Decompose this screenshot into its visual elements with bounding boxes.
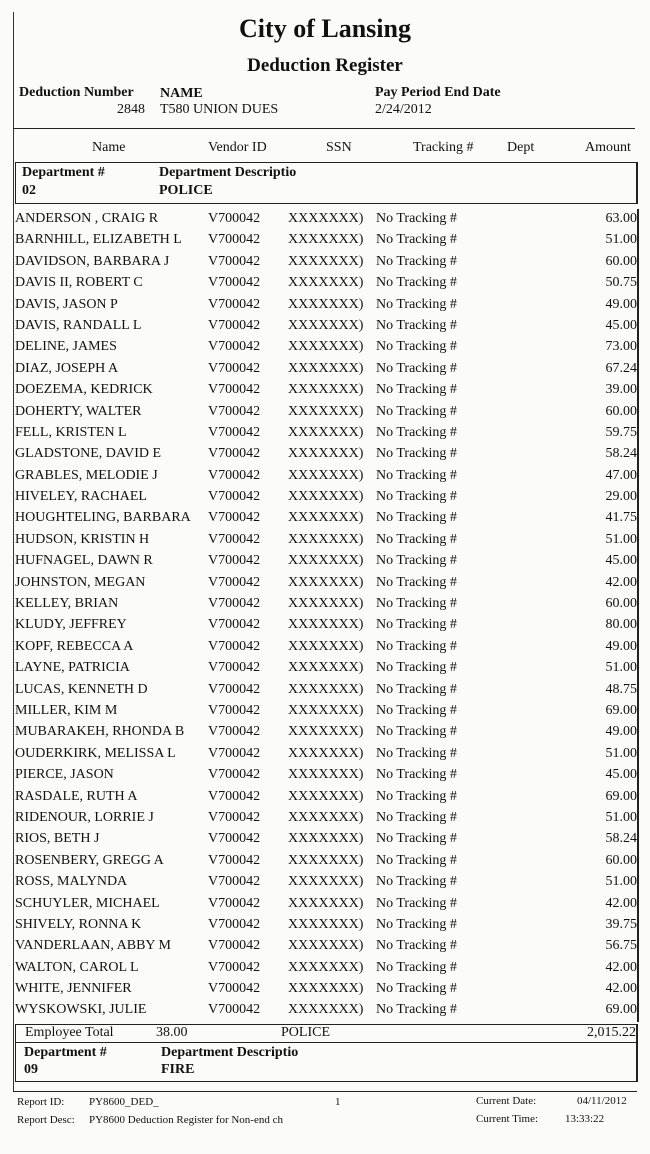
tracking-number: No Tracking # bbox=[376, 767, 457, 783]
employee-name: DAVIS, RANDALL L bbox=[15, 317, 142, 333]
ssn: XXXXXXX) bbox=[288, 638, 364, 654]
ssn: XXXXXXX) bbox=[288, 574, 364, 590]
table-row bbox=[15, 316, 637, 337]
table-row bbox=[15, 722, 637, 743]
ssn: XXXXXXX) bbox=[288, 617, 364, 633]
employee-name: GRABLES, MELODIE J bbox=[15, 467, 158, 483]
table-row bbox=[15, 744, 637, 765]
vendor-id: V700042 bbox=[208, 724, 261, 740]
employee-name: MUBARAKEH, RHONDA B bbox=[15, 724, 185, 740]
tracking-number: No Tracking # bbox=[376, 339, 457, 355]
employee-name: DIAZ, JOSEPH A bbox=[15, 360, 119, 376]
ssn: XXXXXXX) bbox=[288, 809, 364, 825]
amount: 51.00 bbox=[605, 232, 637, 248]
amount: 48.75 bbox=[605, 681, 637, 697]
ssn: XXXXXXX) bbox=[288, 831, 364, 847]
vendor-id: V700042 bbox=[208, 574, 261, 590]
amount: 51.00 bbox=[605, 745, 637, 761]
table-row bbox=[15, 701, 637, 722]
table-row bbox=[15, 487, 637, 508]
vendor-id: V700042 bbox=[208, 275, 261, 291]
ssn: XXXXXXX) bbox=[288, 681, 364, 697]
table-row bbox=[15, 209, 637, 230]
table-row bbox=[15, 252, 637, 273]
vendor-id: V700042 bbox=[208, 531, 261, 547]
ssn: XXXXXXX) bbox=[288, 745, 364, 761]
table-row bbox=[15, 423, 637, 444]
tracking-number: No Tracking # bbox=[376, 403, 457, 419]
amount: 60.00 bbox=[605, 403, 637, 419]
amount: 39.75 bbox=[605, 916, 637, 932]
amount: 47.00 bbox=[605, 467, 637, 483]
ssn: XXXXXXX) bbox=[288, 660, 364, 676]
tracking-number: No Tracking # bbox=[376, 916, 457, 932]
employee-name: VANDERLAAN, ABBY M bbox=[15, 938, 171, 954]
tracking-number: No Tracking # bbox=[376, 253, 457, 269]
current-date-label: Current Date: bbox=[476, 1095, 537, 1107]
col-header-name: Name bbox=[92, 140, 126, 155]
employee-name: DAVIDSON, BARBARA J bbox=[15, 253, 170, 269]
tracking-number: No Tracking # bbox=[376, 574, 457, 590]
vendor-id: V700042 bbox=[208, 403, 261, 419]
pay-period-label: Pay Period End Date bbox=[375, 85, 501, 100]
pay-period-value: 2/24/2012 bbox=[375, 102, 432, 117]
col-header-tracking: Tracking # bbox=[413, 140, 474, 155]
ssn: XXXXXXX) bbox=[288, 467, 364, 483]
employee-name: PIERCE, JASON bbox=[15, 767, 114, 783]
ssn: XXXXXXX) bbox=[288, 895, 364, 911]
ssn: XXXXXXX) bbox=[288, 702, 364, 718]
page-number: 1 bbox=[335, 1096, 341, 1108]
tracking-number: No Tracking # bbox=[376, 232, 457, 248]
employee-name: ANDERSON , CRAIG R bbox=[15, 211, 159, 226]
employee-name: HUDSON, KRISTIN H bbox=[15, 531, 150, 547]
department-code: 09 bbox=[24, 1062, 38, 1077]
employee-name: GLADSTONE, DAVID E bbox=[15, 446, 162, 462]
ssn: XXXXXXX) bbox=[288, 424, 364, 440]
table-row bbox=[15, 808, 637, 829]
employee-name: LUCAS, KENNETH D bbox=[15, 681, 148, 697]
amount: 49.00 bbox=[605, 296, 637, 312]
vendor-id: V700042 bbox=[208, 424, 261, 440]
ssn: XXXXXXX) bbox=[288, 253, 364, 269]
employee-name: RASDALE, RUTH A bbox=[15, 788, 138, 804]
table-row bbox=[15, 680, 637, 701]
amount: 42.00 bbox=[605, 895, 637, 911]
vendor-id: V700042 bbox=[208, 489, 261, 505]
table-row bbox=[15, 508, 637, 529]
employee-name: DELINE, JAMES bbox=[15, 339, 117, 355]
ssn: XXXXXXX) bbox=[288, 317, 364, 333]
table-row bbox=[15, 787, 637, 808]
tracking-number: No Tracking # bbox=[376, 296, 457, 312]
employee-name: KELLEY, BRIAN bbox=[15, 596, 119, 612]
amount: 42.00 bbox=[605, 574, 637, 590]
vendor-id: V700042 bbox=[208, 510, 261, 526]
table-row bbox=[15, 872, 637, 893]
ssn: XXXXXXX) bbox=[288, 852, 364, 868]
table-row bbox=[15, 851, 637, 872]
ssn: XXXXXXX) bbox=[288, 788, 364, 804]
amount: 69.00 bbox=[605, 702, 637, 718]
amount: 42.00 bbox=[605, 981, 637, 997]
vendor-id: V700042 bbox=[208, 681, 261, 697]
department-code-label: Department # bbox=[24, 1045, 107, 1060]
employee-name: HIVELEY, RACHAEL bbox=[15, 489, 147, 505]
employee-name: MILLER, KIM M bbox=[15, 702, 118, 718]
ssn: XXXXXXX) bbox=[288, 296, 364, 312]
department-desc: POLICE bbox=[159, 183, 213, 198]
report-title: Deduction Register bbox=[247, 55, 403, 76]
table-row bbox=[15, 337, 637, 358]
vendor-id: V700042 bbox=[208, 596, 261, 612]
table-row bbox=[15, 765, 637, 786]
deduction-number-value: 2848 bbox=[117, 102, 145, 117]
header-divider bbox=[13, 128, 635, 129]
report-id-value: PY8600_DED_ bbox=[89, 1096, 159, 1108]
table-row bbox=[15, 915, 637, 936]
ssn: XXXXXXX) bbox=[288, 981, 364, 997]
employee-name: DOEZEMA, KEDRICK bbox=[15, 382, 153, 398]
table-row bbox=[15, 894, 637, 915]
tracking-number: No Tracking # bbox=[376, 596, 457, 612]
department-code: 02 bbox=[22, 183, 36, 198]
org-title: City of Lansing bbox=[239, 14, 411, 43]
tracking-number: No Tracking # bbox=[376, 895, 457, 911]
employee-name: FELL, KRISTEN L bbox=[15, 424, 127, 440]
vendor-id: V700042 bbox=[208, 702, 261, 718]
department-desc-label: Department Descriptio bbox=[159, 165, 297, 180]
vendor-id: V700042 bbox=[208, 895, 261, 911]
ssn: XXXXXXX) bbox=[288, 510, 364, 526]
ssn: XXXXXXX) bbox=[288, 1002, 364, 1018]
vendor-id: V700042 bbox=[208, 938, 261, 954]
amount: 60.00 bbox=[605, 852, 637, 868]
vendor-id: V700042 bbox=[208, 638, 261, 654]
tracking-number: No Tracking # bbox=[376, 553, 457, 569]
col-header-vendor: Vendor ID bbox=[208, 140, 267, 155]
report-desc-label: Report Desc: bbox=[17, 1114, 75, 1126]
ssn: XXXXXXX) bbox=[288, 531, 364, 547]
employee-name: SHIVELY, RONNA K bbox=[15, 916, 142, 932]
report-desc-value: PY8600 Deduction Register for Non-end ch bbox=[89, 1114, 283, 1126]
vendor-id: V700042 bbox=[208, 874, 261, 890]
ssn: XXXXXXX) bbox=[288, 446, 364, 462]
ssn: XXXXXXX) bbox=[288, 232, 364, 248]
employee-name: BARNHILL, ELIZABETH L bbox=[15, 232, 182, 248]
tracking-number: No Tracking # bbox=[376, 809, 457, 825]
current-time-label: Current Time: bbox=[476, 1113, 539, 1125]
ssn: XXXXXXX) bbox=[288, 339, 364, 355]
employee-name: ROSS, MALYNDA bbox=[15, 874, 128, 890]
employee-name: WALTON, CAROL L bbox=[15, 959, 139, 975]
col-header-ssn: SSN bbox=[326, 140, 352, 155]
employee-name: WYSKOWSKI, JULIE bbox=[15, 1002, 147, 1018]
ssn: XXXXXXX) bbox=[288, 596, 364, 612]
total-label: Employee Total bbox=[25, 1025, 114, 1040]
table-row bbox=[15, 530, 637, 551]
amount: 49.00 bbox=[605, 724, 637, 740]
vendor-id: V700042 bbox=[208, 1002, 261, 1018]
tracking-number: No Tracking # bbox=[376, 275, 457, 291]
vendor-id: V700042 bbox=[208, 660, 261, 676]
amount: 60.00 bbox=[605, 253, 637, 269]
amount: 41.75 bbox=[605, 510, 637, 526]
tracking-number: No Tracking # bbox=[376, 874, 457, 890]
table-row bbox=[15, 979, 637, 1000]
amount: 45.00 bbox=[605, 553, 637, 569]
vendor-id: V700042 bbox=[208, 467, 261, 483]
vendor-id: V700042 bbox=[208, 788, 261, 804]
total-amount: 2,015.22 bbox=[587, 1025, 636, 1040]
tracking-number: No Tracking # bbox=[376, 1002, 457, 1018]
amount: 59.75 bbox=[605, 424, 637, 440]
vendor-id: V700042 bbox=[208, 916, 261, 932]
left-border-line bbox=[13, 12, 14, 1092]
ssn: XXXXXXX) bbox=[288, 382, 364, 398]
tracking-number: No Tracking # bbox=[376, 617, 457, 633]
table-row bbox=[15, 1000, 637, 1021]
table-row bbox=[15, 615, 637, 636]
employee-name: KLUDY, JEFFREY bbox=[15, 617, 127, 633]
tracking-number: No Tracking # bbox=[376, 510, 457, 526]
tracking-number: No Tracking # bbox=[376, 446, 457, 462]
table-row bbox=[15, 594, 637, 615]
vendor-id: V700042 bbox=[208, 745, 261, 761]
ssn: XXXXXXX) bbox=[288, 916, 364, 932]
vendor-id: V700042 bbox=[208, 617, 261, 633]
vendor-id: V700042 bbox=[208, 339, 261, 355]
amount: 29.00 bbox=[605, 489, 637, 505]
tracking-number: No Tracking # bbox=[376, 745, 457, 761]
amount: 51.00 bbox=[605, 660, 637, 676]
tracking-number: No Tracking # bbox=[376, 959, 457, 975]
deduction-table bbox=[15, 209, 639, 1022]
employee-total-row bbox=[15, 1024, 638, 1043]
vendor-id: V700042 bbox=[208, 767, 261, 783]
employee-name: WHITE, JENNIFER bbox=[15, 981, 132, 997]
footer-divider bbox=[13, 1091, 637, 1092]
amount: 58.24 bbox=[605, 446, 637, 462]
tracking-number: No Tracking # bbox=[376, 981, 457, 997]
col-header-dept: Dept bbox=[507, 140, 535, 155]
tracking-number: No Tracking # bbox=[376, 852, 457, 868]
tracking-number: No Tracking # bbox=[376, 360, 457, 376]
table-row bbox=[15, 551, 637, 572]
ssn: XXXXXXX) bbox=[288, 211, 364, 226]
tracking-number: No Tracking # bbox=[376, 531, 457, 547]
table-row bbox=[15, 444, 637, 465]
vendor-id: V700042 bbox=[208, 232, 261, 248]
tracking-number: No Tracking # bbox=[376, 660, 457, 676]
report-id-label: Report ID: bbox=[17, 1096, 65, 1108]
ssn: XXXXXXX) bbox=[288, 959, 364, 975]
employee-name: DOHERTY, WALTER bbox=[15, 403, 142, 419]
table-row bbox=[15, 295, 637, 316]
tracking-number: No Tracking # bbox=[376, 638, 457, 654]
vendor-id: V700042 bbox=[208, 446, 261, 462]
tracking-number: No Tracking # bbox=[376, 681, 457, 697]
amount: 49.00 bbox=[605, 638, 637, 654]
employee-name: HUFNAGEL, DAWN R bbox=[15, 553, 153, 569]
amount: 67.24 bbox=[605, 360, 637, 376]
table-row bbox=[15, 573, 637, 594]
amount: 39.00 bbox=[605, 382, 637, 398]
table-row bbox=[15, 829, 637, 850]
vendor-id: V700042 bbox=[208, 981, 261, 997]
amount: 80.00 bbox=[605, 617, 637, 633]
department-box-police bbox=[15, 162, 638, 204]
tracking-number: No Tracking # bbox=[376, 382, 457, 398]
current-date-value: 04/11/2012 bbox=[577, 1095, 627, 1107]
tracking-number: No Tracking # bbox=[376, 831, 457, 847]
amount: 56.75 bbox=[605, 938, 637, 954]
ssn: XXXXXXX) bbox=[288, 360, 364, 376]
employee-name: SCHUYLER, MICHAEL bbox=[15, 895, 160, 911]
tracking-number: No Tracking # bbox=[376, 724, 457, 740]
department-box-fire bbox=[15, 1042, 638, 1082]
table-row bbox=[15, 466, 637, 487]
ssn: XXXXXXX) bbox=[288, 275, 364, 291]
employee-name: HOUGHTELING, BARBARA bbox=[15, 510, 191, 526]
name-value: T580 UNION DUES bbox=[160, 102, 279, 117]
vendor-id: V700042 bbox=[208, 831, 261, 847]
employee-name: RIOS, BETH J bbox=[15, 831, 100, 847]
tracking-number: No Tracking # bbox=[376, 702, 457, 718]
tracking-number: No Tracking # bbox=[376, 424, 457, 440]
table-row bbox=[15, 359, 637, 380]
amount: 69.00 bbox=[605, 788, 637, 804]
table-row bbox=[15, 936, 637, 957]
total-dept: POLICE bbox=[281, 1025, 330, 1040]
vendor-id: V700042 bbox=[208, 317, 261, 333]
ssn: XXXXXXX) bbox=[288, 403, 364, 419]
vendor-id: V700042 bbox=[208, 296, 261, 312]
vendor-id: V700042 bbox=[208, 809, 261, 825]
department-desc: FIRE bbox=[161, 1062, 195, 1077]
vendor-id: V700042 bbox=[208, 253, 261, 269]
employee-name: DAVIS II, ROBERT C bbox=[15, 275, 143, 291]
department-code-label: Department # bbox=[22, 165, 105, 180]
employee-name: OUDERKIRK, MELISSA L bbox=[15, 745, 176, 761]
department-desc-label: Department Descriptio bbox=[161, 1045, 299, 1060]
amount: 42.00 bbox=[605, 959, 637, 975]
tracking-number: No Tracking # bbox=[376, 938, 457, 954]
table-row bbox=[15, 958, 637, 979]
vendor-id: V700042 bbox=[208, 211, 261, 226]
employee-name: ROSENBERY, GREGG A bbox=[15, 852, 164, 868]
employee-name: JOHNSTON, MEGAN bbox=[15, 574, 146, 590]
current-time-value: 13:33:22 bbox=[565, 1113, 605, 1125]
ssn: XXXXXXX) bbox=[288, 938, 364, 954]
employee-name: LAYNE, PATRICIA bbox=[15, 660, 130, 676]
tracking-number: No Tracking # bbox=[376, 489, 457, 505]
deduction-number-label: Deduction Number bbox=[19, 85, 134, 100]
amount: 50.75 bbox=[605, 275, 637, 291]
ssn: XXXXXXX) bbox=[288, 489, 364, 505]
employee-name: DAVIS, JASON P bbox=[15, 296, 118, 312]
table-row bbox=[15, 637, 637, 658]
total-count: 38.00 bbox=[156, 1025, 188, 1040]
amount: 45.00 bbox=[605, 767, 637, 783]
tracking-number: No Tracking # bbox=[376, 211, 457, 226]
vendor-id: V700042 bbox=[208, 553, 261, 569]
table-row bbox=[15, 402, 637, 423]
tracking-number: No Tracking # bbox=[376, 317, 457, 333]
amount: 69.00 bbox=[605, 1002, 637, 1018]
amount: 51.00 bbox=[605, 874, 637, 890]
tracking-number: No Tracking # bbox=[376, 467, 457, 483]
amount: 63.00 bbox=[605, 211, 637, 226]
ssn: XXXXXXX) bbox=[288, 553, 364, 569]
vendor-id: V700042 bbox=[208, 382, 261, 398]
vendor-id: V700042 bbox=[208, 852, 261, 868]
ssn: XXXXXXX) bbox=[288, 874, 364, 890]
table-row bbox=[15, 273, 637, 294]
amount: 60.00 bbox=[605, 596, 637, 612]
name-label: NAME bbox=[160, 86, 203, 101]
col-header-amount: Amount bbox=[585, 140, 631, 155]
amount: 51.00 bbox=[605, 531, 637, 547]
employee-name: KOPF, REBECCA A bbox=[15, 638, 134, 654]
employee-name: RIDENOUR, LORRIE J bbox=[15, 809, 154, 825]
table-row bbox=[15, 230, 637, 251]
table-row bbox=[15, 658, 637, 679]
ssn: XXXXXXX) bbox=[288, 724, 364, 740]
table-row bbox=[15, 380, 637, 401]
amount: 73.00 bbox=[605, 339, 637, 355]
amount: 45.00 bbox=[605, 317, 637, 333]
tracking-number: No Tracking # bbox=[376, 788, 457, 804]
vendor-id: V700042 bbox=[208, 959, 261, 975]
ssn: XXXXXXX) bbox=[288, 767, 364, 783]
amount: 58.24 bbox=[605, 831, 637, 847]
amount: 51.00 bbox=[605, 809, 637, 825]
vendor-id: V700042 bbox=[208, 360, 261, 376]
